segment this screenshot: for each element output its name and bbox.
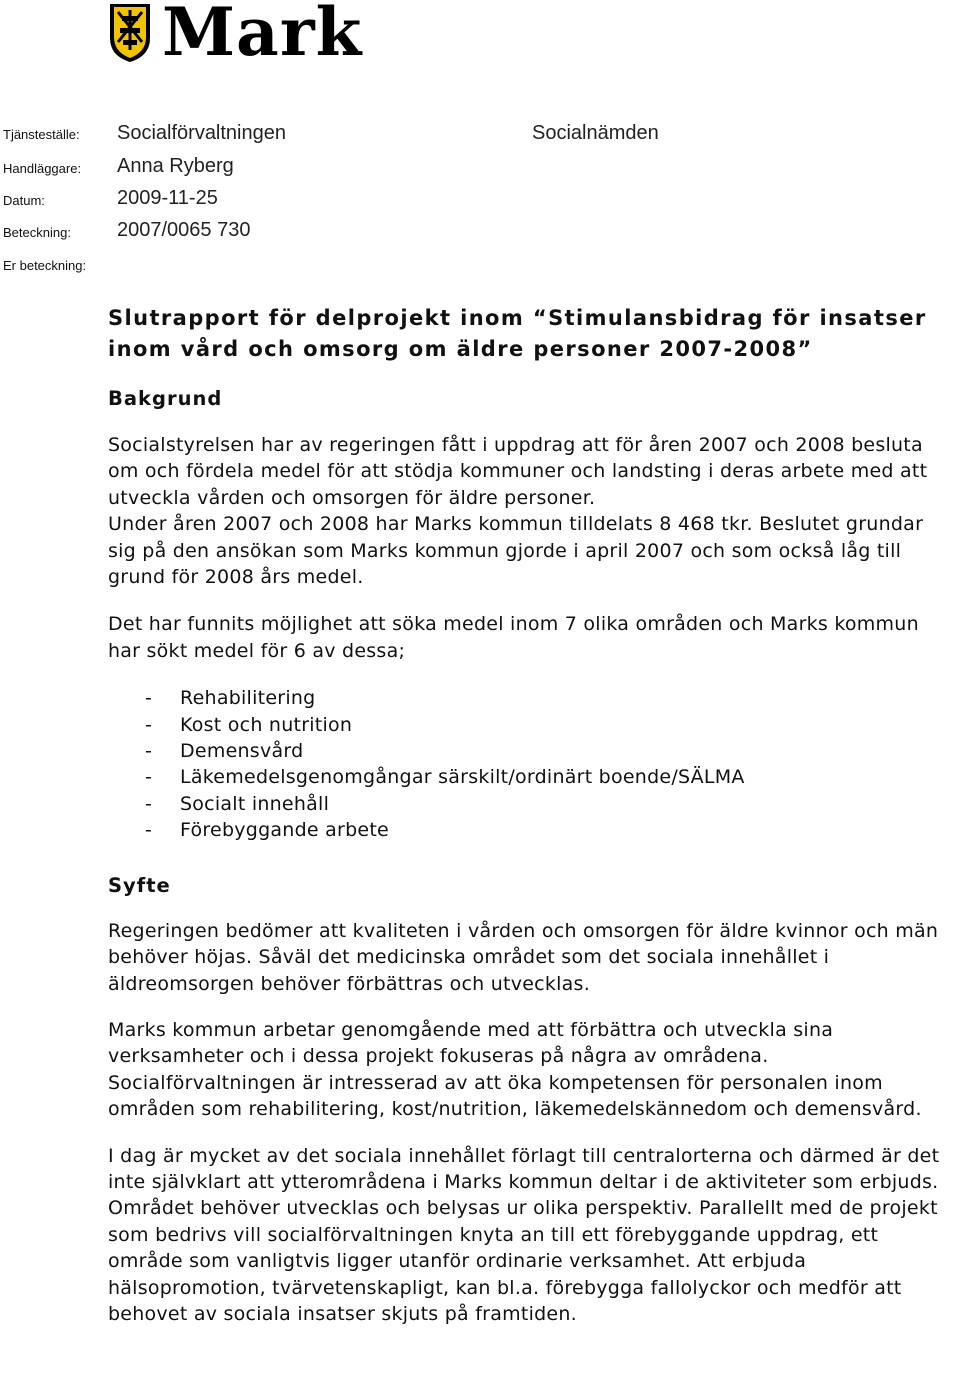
list-item-text: Demensvård <box>180 740 304 763</box>
datum-value: 2009-11-25 <box>117 187 218 209</box>
list-item <box>145 738 948 764</box>
handlaggare-label: Handläggare: <box>3 161 82 176</box>
list-dash: - <box>145 766 153 789</box>
list-item <box>145 817 948 843</box>
list-item <box>145 712 948 738</box>
bakgrund-heading: Bakgrund <box>108 387 223 410</box>
list-item <box>145 791 948 817</box>
list-item <box>145 685 948 711</box>
document-title <box>108 303 948 365</box>
beteckning-label: Beteckning: <box>3 225 71 240</box>
title-line-1: Slutrapport för delprojekt inom “Stimulansbidrag för insatser <box>108 306 927 330</box>
list-dash: - <box>145 740 153 763</box>
recipient: Socialnämden <box>532 122 659 144</box>
municipality-logo <box>108 0 363 71</box>
list-dash: - <box>145 713 153 736</box>
list-dash: - <box>145 687 153 710</box>
tjanstestalle-label: Tjänsteställe: <box>3 127 80 142</box>
syfte-paragraph-2: Marks kommun arbetar genomgående med att förbättra och utveckla sina verksamheter och i dessa projekt fokuseras på några av områdena. Socialförvaltningen är intresserad av att öka kompetensen för personalen inom områden som rehabilitering, kost/nutrition, läkemedelskännedom och demensvård. <box>108 1018 922 1121</box>
list-item-text: Förebyggande arbete <box>180 819 389 842</box>
syfte-heading: Syfte <box>108 873 171 897</box>
coat-of-arms-icon <box>108 2 152 64</box>
logo-wordmark: Mark <box>162 0 363 71</box>
list-dash: - <box>145 819 153 842</box>
tjanstestalle-value: Socialförvaltningen <box>117 122 286 144</box>
syfte-paragraph-3: I dag är mycket av det sociala innehållet förlagt till centralorterna och därmed är det inte självklart att ytterområdena i Marks kommun deltar i de aktiviteter som erbjuds. Området behöver utvecklas och belysas ur olika perspektiv. Parallellt med de projekt som bedrivs vill socialförvaltningen knyta an till ett förebyggande uppdrag, ett område som vanligtvis ligger utanför ordinarie verksamhet. Att erbjuda hälsopromotion, tvärvetenskapligt, kan bl.a. förebygga fallolyckor och medför att behovet av sociala insatser skjuts på framtiden. <box>108 1144 940 1325</box>
document-body <box>108 303 948 1327</box>
list-item-text: Rehabilitering <box>180 687 316 710</box>
list-item <box>145 764 948 790</box>
list-dash: - <box>145 792 153 815</box>
datum-label: Datum: <box>3 193 45 208</box>
list-item-text: Kost och nutrition <box>180 713 353 736</box>
areas-list <box>145 685 948 843</box>
list-item-text: Läkemedelsgenomgångar särskilt/ordinärt boende/SÄLMA <box>180 766 745 789</box>
title-line-2: inom vård och omsorg om äldre personer 2007-2008” <box>108 337 813 361</box>
bakgrund-paragraph-1: Socialstyrelsen har av regeringen fått i uppdrag att för åren 2007 och 2008 besluta om och fördela medel för att stödja kommuner och landsting i deras arbete med att utveckla vården och omsorgen för äldre personer. <box>108 434 928 509</box>
handlaggare-value: Anna Ryberg <box>117 155 234 177</box>
er-beteckning-label: Er beteckning: <box>3 258 87 273</box>
bakgrund-paragraph-2: Under åren 2007 och 2008 har Marks kommun tilldelats 8 468 tkr. Beslutet grundar sig på den ansökan som Marks kommun gjorde i april 2007 och som också låg till grund för 2008 års medel. <box>108 513 924 589</box>
bakgrund-paragraph-3: Det har funnits möjlighet att söka medel inom 7 olika områden och Marks kommun har sökt medel för 6 av dessa; <box>108 613 919 662</box>
beteckning-value: 2007/0065 730 <box>117 219 251 241</box>
list-item-text: Socialt innehåll <box>180 792 330 815</box>
syfte-paragraph-1: Regeringen bedömer att kvaliteten i vården och omsorgen för äldre kvinnor och män behöver höjas. Såväl det medicinska området som det sociala innehållet i äldreomsorgen behöver förbättras och utvecklas. <box>108 919 939 995</box>
